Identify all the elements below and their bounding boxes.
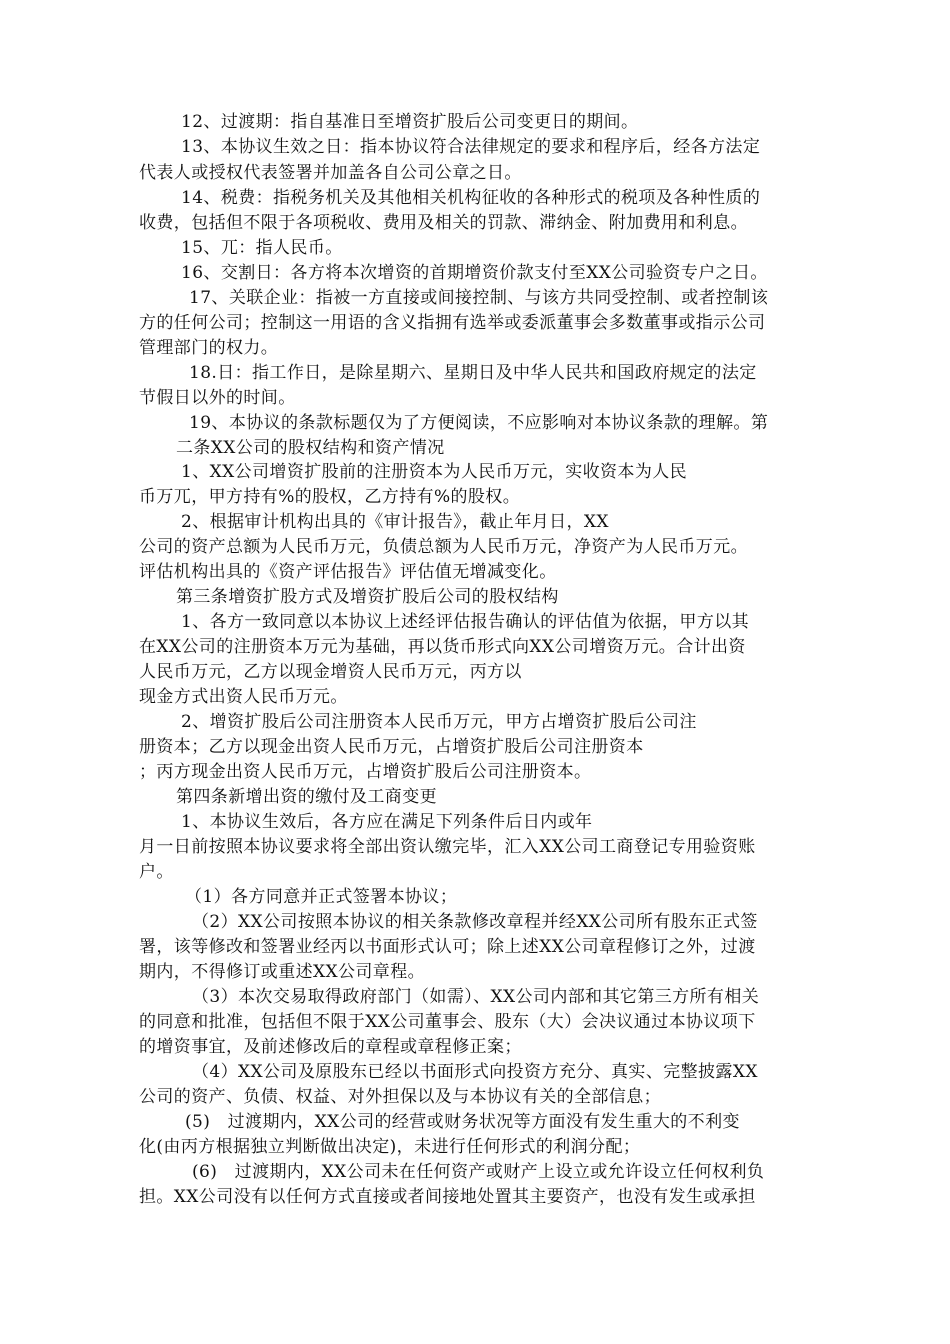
text-line: 12、过渡期：指自基准日至增资扩股后公司变更日的期间。 bbox=[181, 112, 639, 132]
list-item: (6) 过渡期内，XX公司未在任何资产或财产上设立或允许设立任何权利负 bbox=[192, 1162, 765, 1182]
text-line: 册资本；乙方以现金出资人民币万元，占增资扩股后公司注册资本 bbox=[139, 737, 644, 757]
text-line: 的增资事宜，及前述修改后的章程或章程修正案； bbox=[139, 1037, 522, 1057]
text-line: 代表人或授权代表签署并加盖各自公司公章之日。 bbox=[139, 163, 522, 183]
text-line: 节假日以外的时间。 bbox=[139, 388, 296, 408]
text-line: 1、本协议生效后，各方应在满足下列条件后日内或年 bbox=[181, 812, 593, 832]
section-heading: 第四条新增出资的缴付及工商变更 bbox=[176, 787, 437, 807]
text-line: 管理部门的权力。 bbox=[139, 338, 279, 358]
list-item: （1）各方同意并正式签署本协议； bbox=[185, 887, 458, 907]
text-line: 化(由丙方根据独立判断做出决定)，未进行任何形式的利润分配； bbox=[139, 1137, 641, 1157]
text-line: 2、增资扩股后公司注册资本人民币万元，甲方占增资扩股后公司注 bbox=[181, 712, 697, 732]
text-line: 17、关联企业：指被一方直接或间接控制、与该方共同受控制、或者控制该 bbox=[189, 288, 769, 308]
text-line: 在XX公司的注册资本万元为基础，再以货币形式向XX公司增资万元。合计出资 bbox=[139, 637, 746, 657]
text-line: 月一日前按照本协议要求将全部出资认缴完毕，汇入XX公司工商登记专用验资账 bbox=[139, 837, 756, 857]
text-line: 1、XX公司增资扩股前的注册资本为人民币万元，实收资本为人民 bbox=[181, 462, 688, 482]
text-line: 18.日：指工作日，是除星期六、星期日及中华人民共和国政府规定的法定 bbox=[189, 363, 757, 383]
text-line: 方的任何公司；控制这一用语的含义指拥有选举或委派董事会多数董事或指示公司 bbox=[139, 313, 766, 333]
text-line: 公司的资产、负债、权益、对外担保以及与本协议有关的全部信息； bbox=[139, 1087, 661, 1107]
section-heading: 第三条增资扩股方式及增资扩股后公司的股权结构 bbox=[176, 587, 559, 607]
section-heading: 二条XX公司的股权结构和资产情况 bbox=[176, 438, 445, 458]
text-line: 署，该等修改和签署业经丙以书面形式认可；除上述XX公司章程修订之外，过渡 bbox=[139, 937, 756, 957]
list-item: （4）XX公司及原股东已经以书面形式向投资方充分、真实、完整披露XX bbox=[192, 1062, 758, 1082]
text-line: 16、交割日：各方将本次增资的首期增资价款支付至XX公司验资专户之日。 bbox=[181, 263, 768, 283]
text-line: 的同意和批准，包括但不限于XX公司董事会、股东（大）会决议通过本协议项下 bbox=[139, 1012, 756, 1032]
text-line: 收费，包括但不限于各项税收、费用及相关的罚款、滞纳金、附加费用和利息。 bbox=[139, 213, 748, 233]
text-line: 1、各方一致同意以本协议上述经评估报告确认的评估值为依据，甲方以其 bbox=[181, 612, 750, 632]
text-line: 币万兀，甲方持有%的股权，乙方持有%的股权。 bbox=[139, 487, 521, 507]
text-line: 期内，不得修订或重述XX公司章程。 bbox=[139, 962, 426, 982]
list-item: （2）XX公司按照本协议的相关条款修改章程并经XX公司所有股东正式签 bbox=[192, 912, 758, 932]
text-line: 担。XX公司没有以任何方式直接或者间接地处置其主要资产，也没有发生或承担 bbox=[139, 1187, 756, 1207]
text-line: ；丙方现金出资人民币万元，占增资扩股后公司注册资本。 bbox=[139, 762, 592, 782]
text-line: 15、兀：指人民币。 bbox=[181, 238, 343, 258]
list-item: (5) 过渡期内，XX公司的经营或财务状况等方面没有发生重大的不利变 bbox=[185, 1112, 740, 1132]
text-line: 2、根据审计机构出具的《审计报告》，截止年月日，XX bbox=[181, 512, 609, 532]
text-line: 户。 bbox=[139, 862, 174, 882]
text-line: 14、税费：指税务机关及其他相关机构征收的各种形式的税项及各种性质的 bbox=[181, 188, 761, 208]
list-item: （3）本次交易取得政府部门（如需）、XX公司内部和其它第三方所有相关 bbox=[192, 987, 760, 1007]
text-line: 现金方式出资人民币万元。 bbox=[139, 687, 348, 707]
text-line: 公司的资产总额为人民币万元，负债总额为人民币万元，净资产为人民币万元。 bbox=[139, 537, 748, 557]
text-line: 19、本协议的条款标题仅为了方便阅读，不应影响对本协议条款的理解。第 bbox=[189, 413, 769, 433]
text-line: 13、本协议生效之日：指本协议符合法律规定的要求和程序后，经各方法定 bbox=[181, 137, 761, 157]
text-line: 评估机构出具的《资产评估报告》评估值无增减变化。 bbox=[139, 562, 557, 582]
text-line: 人民币万元，乙方以现金增资人民币万元，丙方以 bbox=[139, 662, 522, 682]
